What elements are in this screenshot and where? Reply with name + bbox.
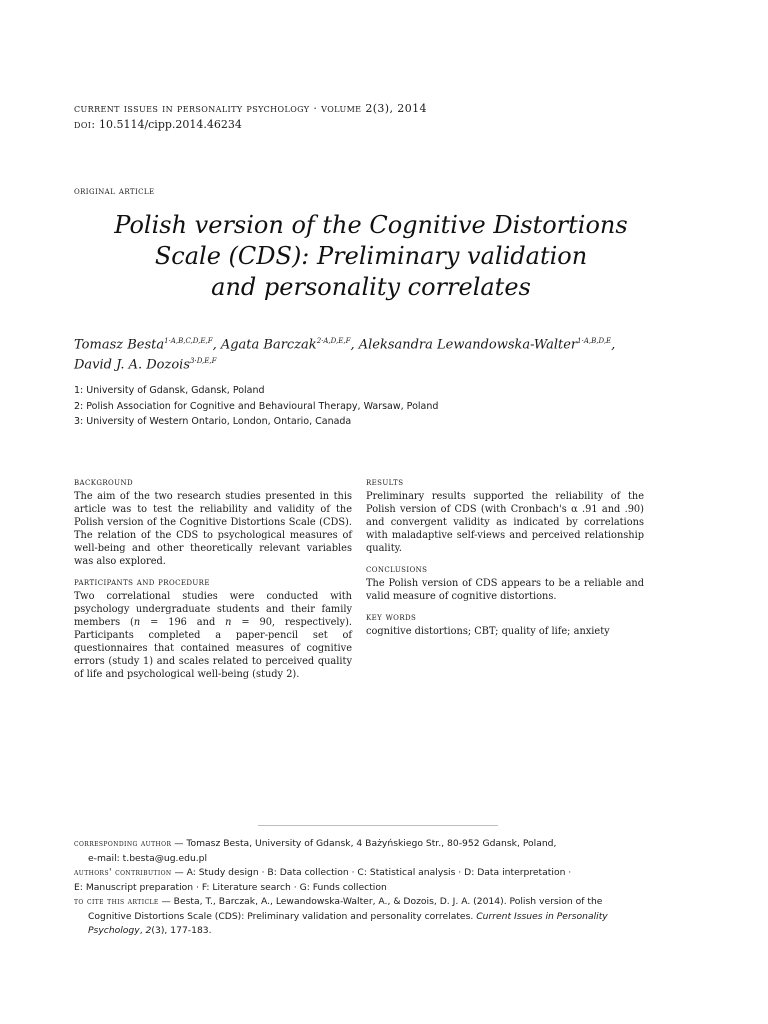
title-line-2: Scale (CDS): Preliminary validation (154, 242, 588, 270)
affiliation-item: 3: University of Western Ontario, London, Ontario, Canada (74, 416, 352, 427)
author-affiliation: 1·A,B,D,E (577, 337, 612, 345)
cite-label: to cite this article (74, 897, 159, 907)
footnotes (74, 837, 634, 939)
article-type: original article (74, 185, 155, 197)
keywords-heading: key words (366, 612, 417, 623)
doi-value[interactable]: 10.5114/cipp.2014.46234 (98, 118, 242, 131)
abstract-left-column (74, 476, 352, 689)
background-text: The aim of the two research studies presented in this article was to test the reliability and validity of the Polish version of the Cognitive Distortions Scale (CDS). The relation of the CDS to psychological measures of well-being and other theoretically relevant variables was also explored. (74, 491, 352, 567)
sample-size-symbol: n (133, 617, 141, 628)
cite-volume: 2 (145, 925, 152, 936)
abstract-right-column (366, 476, 644, 646)
journal-line: current issues in personality psychology · volume 2(3), 2014 (74, 102, 427, 115)
title-line-1: Polish version of the Cognitive Distortions (114, 211, 628, 239)
corresponding-text: — Tomasz Besta, University of Gdansk, 4 Bażyńskiego Str., 80-952 Gdansk, Poland, (171, 838, 557, 849)
cite-pages: (3), 177-183. (151, 925, 212, 936)
cite-journal: Current Issues in Personality Psychology (88, 910, 608, 936)
sample-size-symbol: n (225, 617, 232, 628)
participants-text (74, 590, 352, 681)
author-separator: , (611, 337, 616, 353)
author-name: David J. A. Dozois (74, 357, 191, 373)
contribution-text-2: E: Manuscript preparation · F: Literature search · G: Funds collection (74, 881, 387, 893)
affiliation-item: 1: University of Gdansk, Gdansk, Poland (74, 385, 265, 396)
participants-text-a: Two correlational studies were conducted with psychology undergraduate students and their family members ( (74, 591, 352, 628)
corresponding-author (74, 837, 634, 852)
conclusions-text: The Polish version of CDS appears to be a reliable and valid measure of cognitive distortions. (366, 578, 644, 602)
author-name: Aleksandra Lewandowska-Walter (358, 337, 578, 353)
results-text: Preliminary results supported the reliability of the Polish version of CDS (with Cronbach's α .91 and .90) and convergent validity as indicated by correlations with maladaptive self-views and perceived relationship quality. (366, 491, 644, 554)
participants-text-c: = 90, respectively). Participants completed a paper-pencil set of questionnaires that contained measures of cognitive errors (study 1) and scales related to perceived quality of life and psychological well-being (study 2). (74, 617, 353, 680)
author-name: Tomasz Besta (74, 337, 165, 353)
doi-label: doi: (74, 118, 96, 131)
author-affiliation: 1·A,B,C,D,E,F (164, 337, 213, 345)
affiliation-list (74, 383, 438, 430)
doi-line (74, 117, 427, 133)
contribution-text: — A: Study design · B: Data collection · C: Statistical analysis · D: Data interpretation · (171, 867, 572, 878)
journal-header (74, 101, 427, 133)
contribution-label: authors' contribution (74, 868, 172, 878)
participants-heading: participants and procedure (74, 577, 210, 588)
footnote-divider (258, 825, 498, 826)
author-separator: , (350, 337, 359, 353)
author-separator: , (212, 337, 221, 353)
author-name: Agata Barczak (220, 337, 317, 353)
author-affiliation: 3·D,E,F (190, 357, 217, 366)
corresponding-email[interactable]: e-mail: t.besta@ug.edu.pl (88, 852, 208, 864)
cite-text: — Besta, T., Barczak, A., Lewandowska-Walter, A., & Dozois, D. J. A. (2014). Polish version of the Cognitive Distortions Scale (CDS): Preliminary validation and personality correlates. (88, 896, 603, 922)
author-affiliation: 2·A,D,E,F (316, 337, 351, 345)
background-heading: background (74, 477, 134, 488)
citation (74, 895, 634, 939)
conclusions-heading: conclusions (366, 564, 428, 575)
affiliation-item: 2: Polish Association for Cognitive and Behavioural Therapy, Warsaw, Poland (74, 400, 439, 412)
results-heading: results (366, 477, 404, 488)
corresponding-label: corresponding author (74, 839, 172, 849)
cite-separator: , (139, 925, 146, 936)
authors-contribution (74, 866, 634, 881)
article-title (74, 210, 668, 303)
keywords-text: cognitive distortions; CBT; quality of life; anxiety (366, 626, 610, 637)
author-list (74, 333, 674, 374)
participants-text-b: = 196 and (140, 617, 226, 628)
title-line-3: and personality correlates (211, 273, 531, 301)
